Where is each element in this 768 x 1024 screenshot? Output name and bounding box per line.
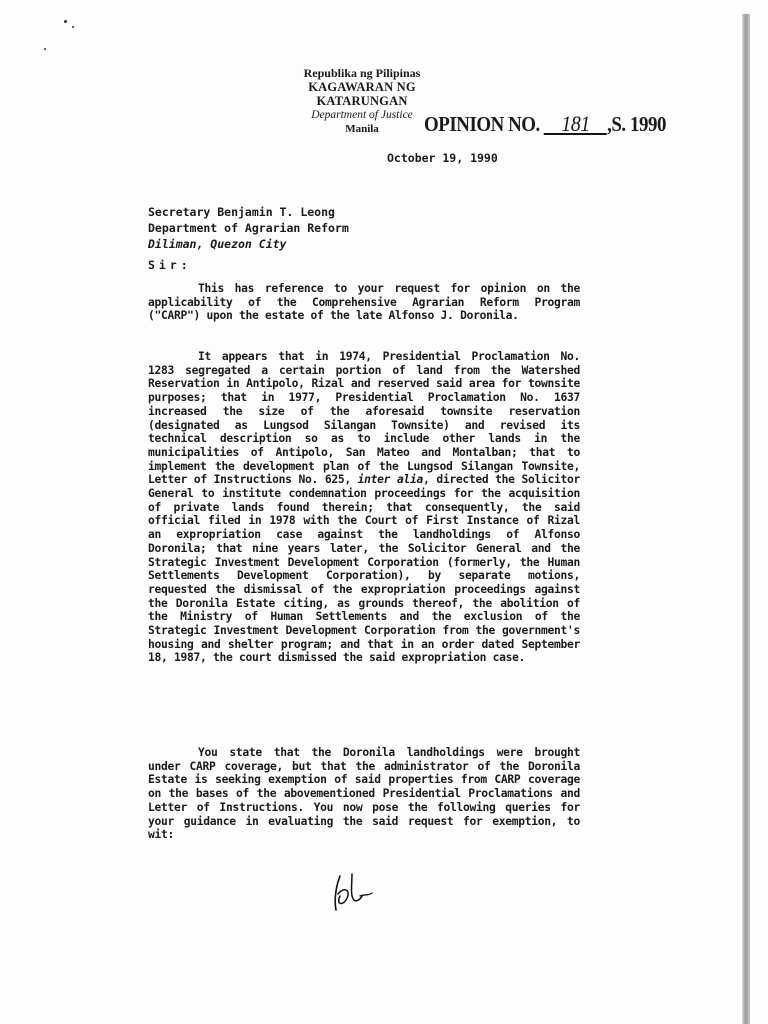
paragraph-background (148, 350, 580, 665)
opinion-series: ,S. 1990 (607, 112, 666, 136)
letterhead-city: Manila (345, 123, 379, 135)
scan-speck (64, 20, 67, 23)
opinion-number: 181 (544, 115, 607, 135)
salutation: Sir: (148, 258, 192, 272)
letterhead-department-filipino: KAGAWARAN NG KATARUNGAN (308, 80, 416, 108)
opinion-prefix: OPINION NO. (424, 112, 540, 136)
letter-date: October 19, 1990 (387, 151, 498, 165)
addressee-block (148, 204, 349, 252)
scan-speck (44, 48, 46, 50)
inter-alia-phrase: inter alia (357, 473, 423, 487)
page-edge-shadow (742, 14, 750, 1024)
paragraph-background-part2: , directed the Solicitor General to institute condemnation proceedings for the acquisition of private lands found therein; that consequently, the said official filed in 1978 with the Court of First Instance of Rizal an expropriation case against the landholdings of Alfonso Doronila; that nine years later, the Solicitor General and the Strategic Investment Development Corporation (formerly, the Human Settlements Development Corporation), by separate motions, requested the dismissal of the expropriation proceedings against the Doronila Estate citing, as grounds thereof, the abolition of the Ministry of Human Settlements and the exclusion of the Strategic Investment Development Corporation from the government's housing and shelter program; and that in an order dated September 18, 1987, the court dismissed the said expropriation case. (148, 473, 580, 665)
addressee-city: Diliman, Quezon City (148, 237, 287, 251)
paragraph-request: This has reference to your request for opinion on the applicability of the Comprehensive Agrarian Reform Program ("CARP") upon the estate of the late Alfonso J. Doronila. (148, 282, 580, 323)
opinion-number-stamp (424, 112, 666, 137)
letterhead-department-english: Department of Justice (311, 109, 413, 121)
letterhead-republic: Republika ng Pilipinas (303, 66, 421, 80)
paragraph-background-part1: It appears that in 1974, Presidential Proclamation No. 1283 segregated a certain portion of land from the Watershed Reservation in Antipolo, Rizal and reserved said area for townsite purposes; that in 1977, Presidential Proclamation No. 1637 increased the size of the aforesaid townsite reservation (designated as Lungsod Silangan Townsite) and revised its technical description so as to include other lands in the municipalities of Antipolo, San Mateo and Montalban; that to implement the development plan of the Lungsod Silangan Townsite, Letter of Instructions No. 625, (148, 350, 580, 487)
addressee-office: Department of Agrarian Reform (148, 221, 349, 235)
addressee-name: Secretary Benjamin T. Leong (148, 205, 335, 219)
handwritten-initials (322, 870, 378, 916)
scan-speck (72, 26, 74, 28)
paragraph-queries: You state that the Doronila landholdings were brought under CARP coverage, but that the administrator of the Doronila Estate is seeking exemption of said properties from CARP coverage on the bases of the abovementioned Presidential Proclamations and Letter of Instructions. You now pose the following queries for your guidance in evaluating the said request for exemption, to wit: (148, 746, 580, 842)
